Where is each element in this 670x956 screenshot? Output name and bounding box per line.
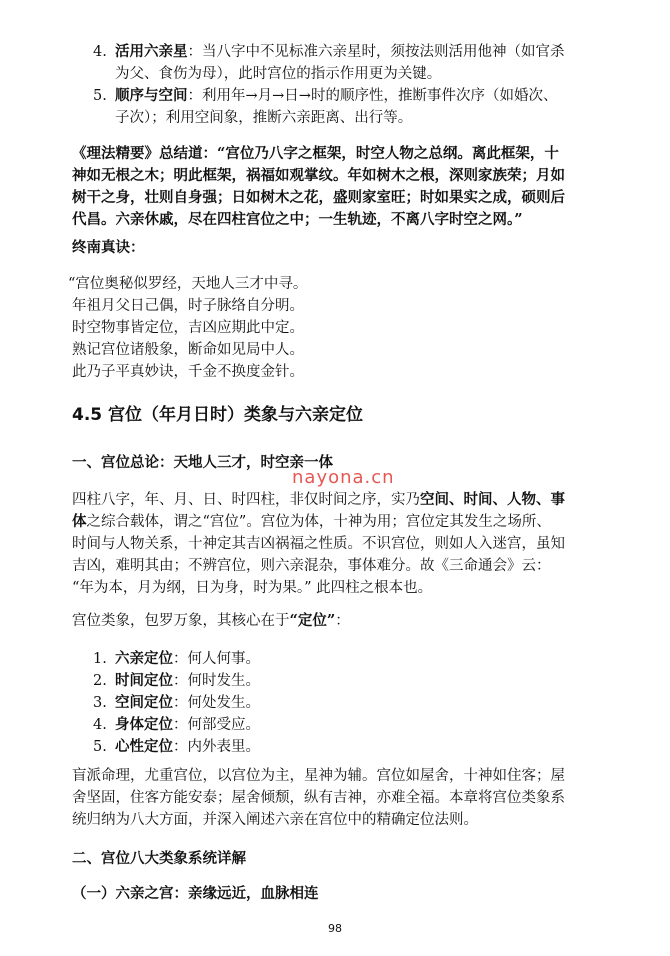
watermark: nayona.cn (292, 467, 395, 488)
verse-line: 年祖月父日己偶，时子脉络自分明。 (72, 298, 304, 314)
list-term: 空间定位 (115, 694, 173, 711)
part2-heading: 二、宫位八大类象系统详解 (72, 851, 246, 867)
list-text: 子次）；利用空间象，推断六亲距离、出行等。 (115, 110, 413, 126)
list-number: 5. (93, 739, 107, 755)
list-text: ：何人何事。 (173, 651, 260, 667)
list-term: 活用六亲星 (115, 43, 188, 60)
list-item (93, 648, 260, 670)
emphasis-text: “定位” (289, 612, 336, 629)
list-text: ：当八字中不见标准六亲星时，须按法则活用他神（如官杀 (187, 44, 565, 60)
paragraph-line: 时间与人物关系，十神定其吉凶祸福之性质。不识宫位，则如人入迷宫，虽知 (72, 536, 565, 552)
quote-line: 《理法精要》总结道：“宫位乃八字之框架，时空人物之总纲。离此框架，十 (72, 145, 559, 162)
list-term: 身体定位 (115, 716, 173, 733)
list-term: 六亲定位 (115, 650, 173, 667)
list-number: 3. (93, 695, 107, 711)
paragraph-line: 盲派命理，尤重宫位，以宫位为主，星神为辅。宫位如屋舍，十神如住客；屋 (72, 768, 565, 784)
body-paragraph (72, 489, 565, 599)
verse-line: 此乃子平真妙诀，千金不换度金针。 (72, 364, 304, 380)
list-item (93, 85, 557, 107)
list-number: 4. (93, 44, 107, 60)
list-text: 为父、食伤为母），此时宫位的指示作用更为关键。 (115, 66, 442, 82)
list-item (93, 670, 260, 692)
definition-list (93, 648, 260, 758)
list-item-continuation (115, 63, 441, 85)
list-item (93, 736, 260, 758)
list-text: ：何处发生。 (173, 695, 260, 711)
verse-block (68, 273, 307, 383)
paragraph-text: 宫位类象，包罗万象，其核心在于 (72, 613, 290, 629)
emphasis-text: 空间、时间、人物、事 (420, 491, 565, 508)
list-item-continuation (115, 107, 412, 129)
quote-line: 树干之身，壮则自身强；日如树木之花，盛则家室旺；时如果实之成，硕则后 (72, 189, 565, 206)
paragraph-line: 舍坚固，住客方能安泰；屋舍倾颓，纵有吉神，亦难全福。本章将宫位类象系 (72, 790, 565, 806)
body-paragraph (72, 610, 350, 632)
paragraph-line: “年为本，月为纲，日为身，时为果。” 此四柱之根本也。 (72, 580, 433, 596)
list-term: 时间定位 (115, 672, 173, 689)
subsection-heading: （一）六亲之宫：亲缘远近，血脉相连 (72, 885, 319, 902)
paragraph-text: ： (335, 613, 350, 629)
section-title: 4.5 宫位（年月日时）类象与六亲定位 (72, 405, 364, 425)
list-text: ：内外表里。 (173, 739, 260, 755)
quote-line: 代昌。六亲休戚，尽在四柱宫位之中；一生轨迹，不离八字时空之网。” (72, 211, 523, 228)
list-item (93, 41, 565, 63)
quote-paragraph (72, 143, 565, 231)
list-number: 4. (93, 717, 107, 733)
list-term: 心性定位 (115, 738, 173, 755)
list-text: ：何部受应。 (173, 717, 260, 733)
paragraph-line: 吉凶，难明其由；不辨宫位，则六亲混杂，事体难分。故《三命通会》云： (72, 558, 551, 574)
list-item (93, 714, 260, 736)
verse-line: “宫位奥秘似罗经，天地人三才中寻。 (68, 276, 308, 292)
body-paragraph (72, 765, 565, 831)
list-number: 5. (93, 88, 107, 104)
list-text: ：利用年→月→日→时的顺序性，推断事件次序（如婚次、 (187, 88, 558, 104)
list-number: 2. (93, 673, 107, 689)
verse-line: 熟记宫位诸般象，断命如见局中人。 (72, 342, 304, 358)
part1-heading: 一、宫位总论：天地人三才，时空亲一体 (72, 455, 333, 471)
paragraph-line: 统归纳为八大方面，并深入阐述六亲在宫位中的精确定位法则。 (72, 812, 478, 828)
list-term: 顺序与空间 (115, 87, 188, 104)
list-item (93, 692, 260, 714)
verse-line: 时空物事皆定位，吉凶应期此中定。 (72, 320, 304, 336)
list-text: ：何时发生。 (173, 673, 260, 689)
paragraph-text: 四柱八字，年、月、日、时四柱，非仅时间之序，实乃 (72, 492, 420, 508)
list-number: 1. (93, 651, 107, 667)
paragraph-text: 之综合载体，谓之“宫位”。宫位为体，十神为用；宫位定其发生之场所、 (86, 514, 551, 530)
quote-line: 神如无根之木；明此框架，祸福如观掌纹。年如树木之根，深则家族荣；月如 (72, 167, 565, 184)
page-number: 98 (328, 922, 342, 935)
emphasis-text: 体 (72, 513, 87, 530)
zhongnan-heading: 终南真诀： (72, 239, 145, 256)
